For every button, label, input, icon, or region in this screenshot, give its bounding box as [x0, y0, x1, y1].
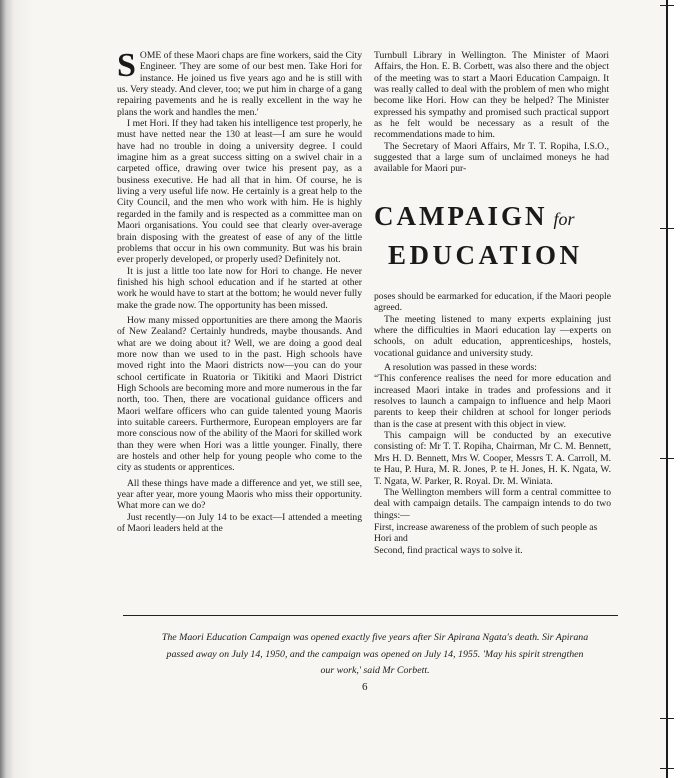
headline-line-2: EDUCATION: [388, 240, 583, 270]
paragraph: Turnbull Library in Wellington. The Minister of Maori Affairs, the Hon. E. B. Corbett, was also there and the object of the meeting was to start a Maori Education Campaign. It was really called to deal with the problem of men who might become like Hori. How can they be helped? The Minister expressed his sympathy and promised such practical support as he felt would be necessary as a result of the recommendations made to him.: [374, 50, 609, 141]
margin-strip: [668, 0, 700, 778]
paragraph: It is just a little too late now for Hori to change. He never finished his high school education and if he started at other work he would have to start at the bottom; he would never fully make the grade now. The opportunity has been missed.: [117, 265, 362, 311]
paragraph: All these things have made a difference and yet, we still see, year after year, more young Maoris who miss their opportunity. What more can we do?: [117, 477, 362, 512]
crop-mark: [660, 718, 674, 719]
paragraph: poses should be earmarked for education, if the Maori people agreed.: [374, 291, 611, 314]
article-headline: [374, 201, 614, 271]
paragraph: This campaign will be conducted by an executive consisting of: Mr T. T. Ropiha, Chairman, Mr C. M. Bennett, Mrs H. D. Bennett, Mrs W. Cooper, Messrs T. A. Carroll, M. te Hau, P. Hura, M. R. Jones, P. te H. Jones, H. K. Ngata, W. T. Ngata, W. Parker, R. Royal. Dr. M. Winiata.: [374, 430, 611, 487]
headline-line-1: [374, 201, 614, 232]
binding-shadow: [0, 0, 34, 778]
article-right-column-top: [374, 50, 609, 175]
opening-paragraph: [117, 47, 362, 118]
paragraph: The Wellington members will form a central committee to deal with campaign details. The campaign intends to do two things:—: [374, 486, 611, 521]
paragraph: The meeting listened to many experts explaining just where the difficulties in Maori education lay —experts on schools, on adult education, apprenticeships, hostels, vocational guidance and university study.: [374, 313, 611, 359]
drop-cap: S: [117, 47, 136, 84]
list-item: Hori and: [374, 533, 408, 545]
crop-mark: [660, 228, 674, 229]
resolution-quote: “This conference realises the need for more education and increased Maori intake in trades and professions and it resolves to launch a campaign to influence and help Maori parents to keep their children at school for longer periods than is the case at present with this object in view.: [374, 373, 611, 430]
headline-for: for: [553, 209, 575, 229]
crop-mark: [660, 458, 674, 459]
footnote: The Maori Education Campaign was opened exactly five years after Sir Apirana Ngata's death. Sir Apirana passed away on July 14, 1950, and the campaign was opened on July 14, 1955. 'May his spirit strengthen our work,' said Mr Corbett.: [161, 632, 589, 676]
footer-divider: [123, 615, 618, 616]
crop-mark: [660, 5, 674, 6]
paragraph: How many missed opportunities are there among the Maoris of New Zealand? Certainly hundreds, maybe thousands. And what are we doing about it? Well, we are doing a good deal more now than we used to in the past. High schools have moved right into the Maori districts now—you can do your school certificate in Ruatoria or Tikitiki and Maori District High Schools are becoming more and more numerous in the far north, too. Then, there are vocational guidance officers and Maori welfare officers who can guide talented young Maoris into suitable careers. Furthermore, European employers are far more conscious now of the ability of the Maori for skilled work than they were when Hori was a little younger. Finally, there are hostels and other help for young people who come to the city as students or apprentices.: [117, 314, 362, 474]
list-item: First, increase awareness of the problem of such people as: [374, 521, 598, 533]
article-left-column: [117, 47, 362, 535]
crop-mark: [660, 768, 674, 769]
headline-campaign: CAMPAIGN: [374, 201, 548, 231]
paragraph-text: OME of these Maori chaps are fine workers, said the City Engineer. 'They are some of our best men. Take Hori for instance. He joined us five years ago and he is still with us. Very steady. And clever, too; we put him in charge of a gang repairing pavements and he is really excellent in the way he plans the work and handles the men.': [117, 50, 362, 118]
list-item: Second, find practical ways to solve it.: [374, 544, 523, 556]
paragraph: The Secretary of Maori Affairs, Mr T. T. Ropiha, I.S.O., suggested that a large sum of unclaimed moneys he had available for Maori pur-: [374, 140, 609, 175]
paragraph: Just recently—on July 14 to be exact—I attended a meeting of Maori leaders held at the: [117, 511, 362, 535]
paragraph: A resolution was passed in these words:: [384, 362, 537, 374]
article-right-column-bottom: [374, 291, 611, 556]
page-number: 6: [362, 681, 368, 693]
paragraph: I met Hori. If they had taken his intelligence test properly, he must have netted near the 130 at least—I am sure he would have had no trouble in doing a university degree. I could imagine him as a great success sitting on a swivel chair in a carpeted office, drawing over twice his present pay, as a business executive. He had all that in him. Of course, he is living a very useful life now. He certainly is a great help to the City Council, and the men who work with him. He is highly regarded in the family and is respected as a committee man on Maori organisations. You could see that clearly over-average brain disposing with the greatest of ease of any of the little problems that occur in his own community. But was his brain ever properly developed, or properly used? Definitely not.: [117, 118, 362, 266]
